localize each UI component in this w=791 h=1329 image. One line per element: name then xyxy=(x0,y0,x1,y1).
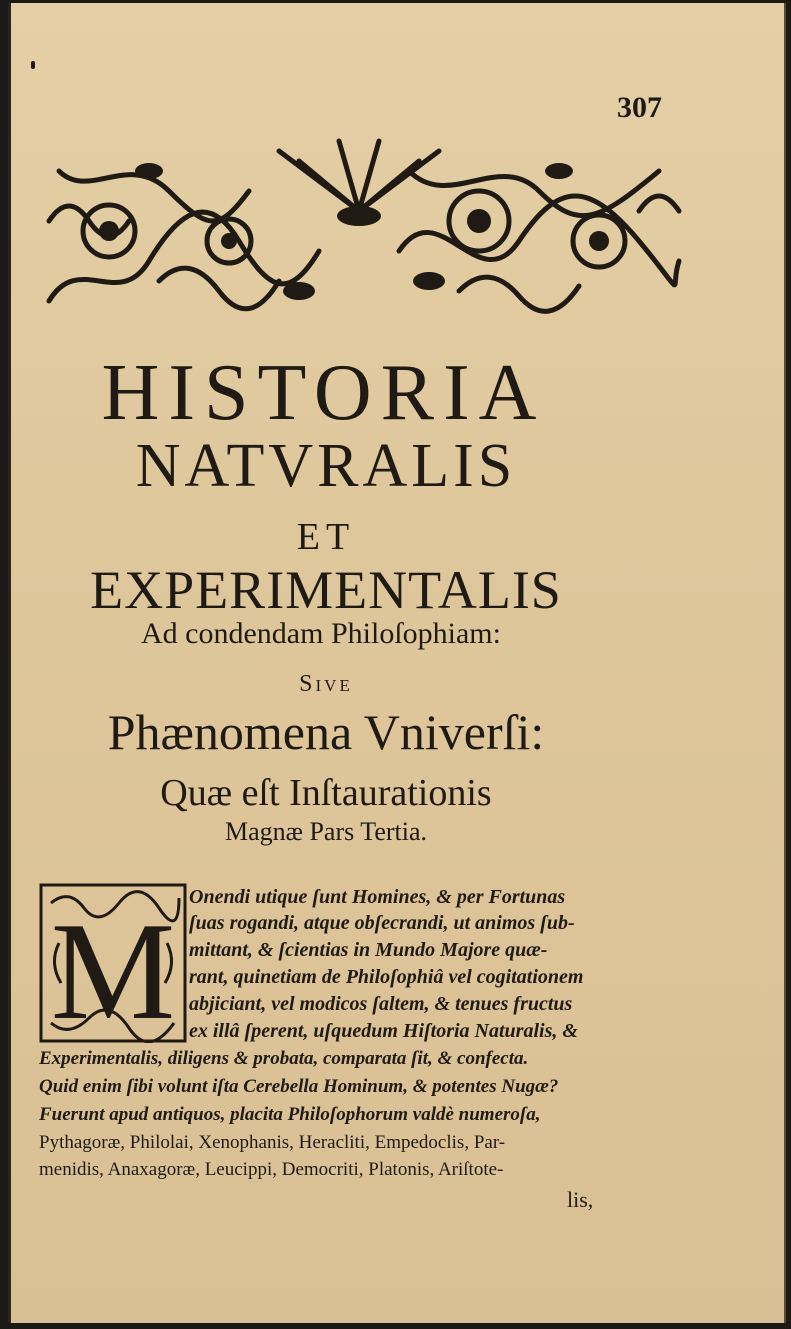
body-text-line: ſuas rogandi, atque obſecrandi, ut animos ſub- xyxy=(189,912,575,934)
ink-speck xyxy=(31,61,35,69)
title-line-et: ET xyxy=(296,516,356,558)
body-text-line: Experimentalis, diligens & probata, comparata ſit, & confecta. xyxy=(39,1048,529,1069)
body-text-line: ex illâ ſperent, uſquedum Hiſtoria Naturalis, & xyxy=(189,1020,578,1042)
title-line-naturalis: NATVRALIS xyxy=(135,432,517,500)
title-line-ad-condendam: Ad condendam Philoſophiam: xyxy=(141,617,501,650)
decorative-headpiece-ornament xyxy=(39,131,687,317)
body-text-line: mittant, & ſcientias in Mundo Majore quæ- xyxy=(189,939,548,961)
body-text-line: Pythagoræ, Philolai, Xenophanis, Heracliti, Empedoclis, Par- xyxy=(39,1132,506,1153)
title-line-historia: HISTORIA xyxy=(101,349,546,437)
body-text-line: rant, quinetiam de Philoſophiâ vel cogitationem xyxy=(189,966,584,988)
book-page xyxy=(8,3,786,1323)
body-text-line: Quid enim ſibi volunt iſta Cerebella Hominum, & potentes Nugæ? xyxy=(39,1076,559,1097)
body-text-line: menidis, Anaxagoræ, Leucippi, Democriti, Platonis, Ariſtote- xyxy=(39,1159,504,1180)
body-text-line: Onendi utique ſunt Homines, & per Fortunas xyxy=(189,886,566,908)
title-line-pars-tertia: Magnæ Pars Tertia. xyxy=(224,817,428,846)
body-text-line: abjiciant, vel modicos ſaltem, & tenues fructus xyxy=(189,993,573,1015)
svg-text:M: M xyxy=(50,894,176,1043)
decorated-initial-m-icon xyxy=(39,883,187,1043)
title-line-sive: Sive xyxy=(299,671,353,697)
title-line-phaenomena: Phænomena Vniverſi: xyxy=(107,704,545,760)
page-number: 307 xyxy=(617,91,662,124)
body-text-line: Fuerunt apud antiquos, placita Philoſophorum valdè numeroſa, xyxy=(39,1104,541,1125)
title-line-instaurationis: Quæ eſt Inſtaurationis xyxy=(160,772,492,814)
title-line-experimentalis: EXPERIMENTALIS xyxy=(90,560,562,620)
catchword: lis, xyxy=(567,1187,594,1212)
